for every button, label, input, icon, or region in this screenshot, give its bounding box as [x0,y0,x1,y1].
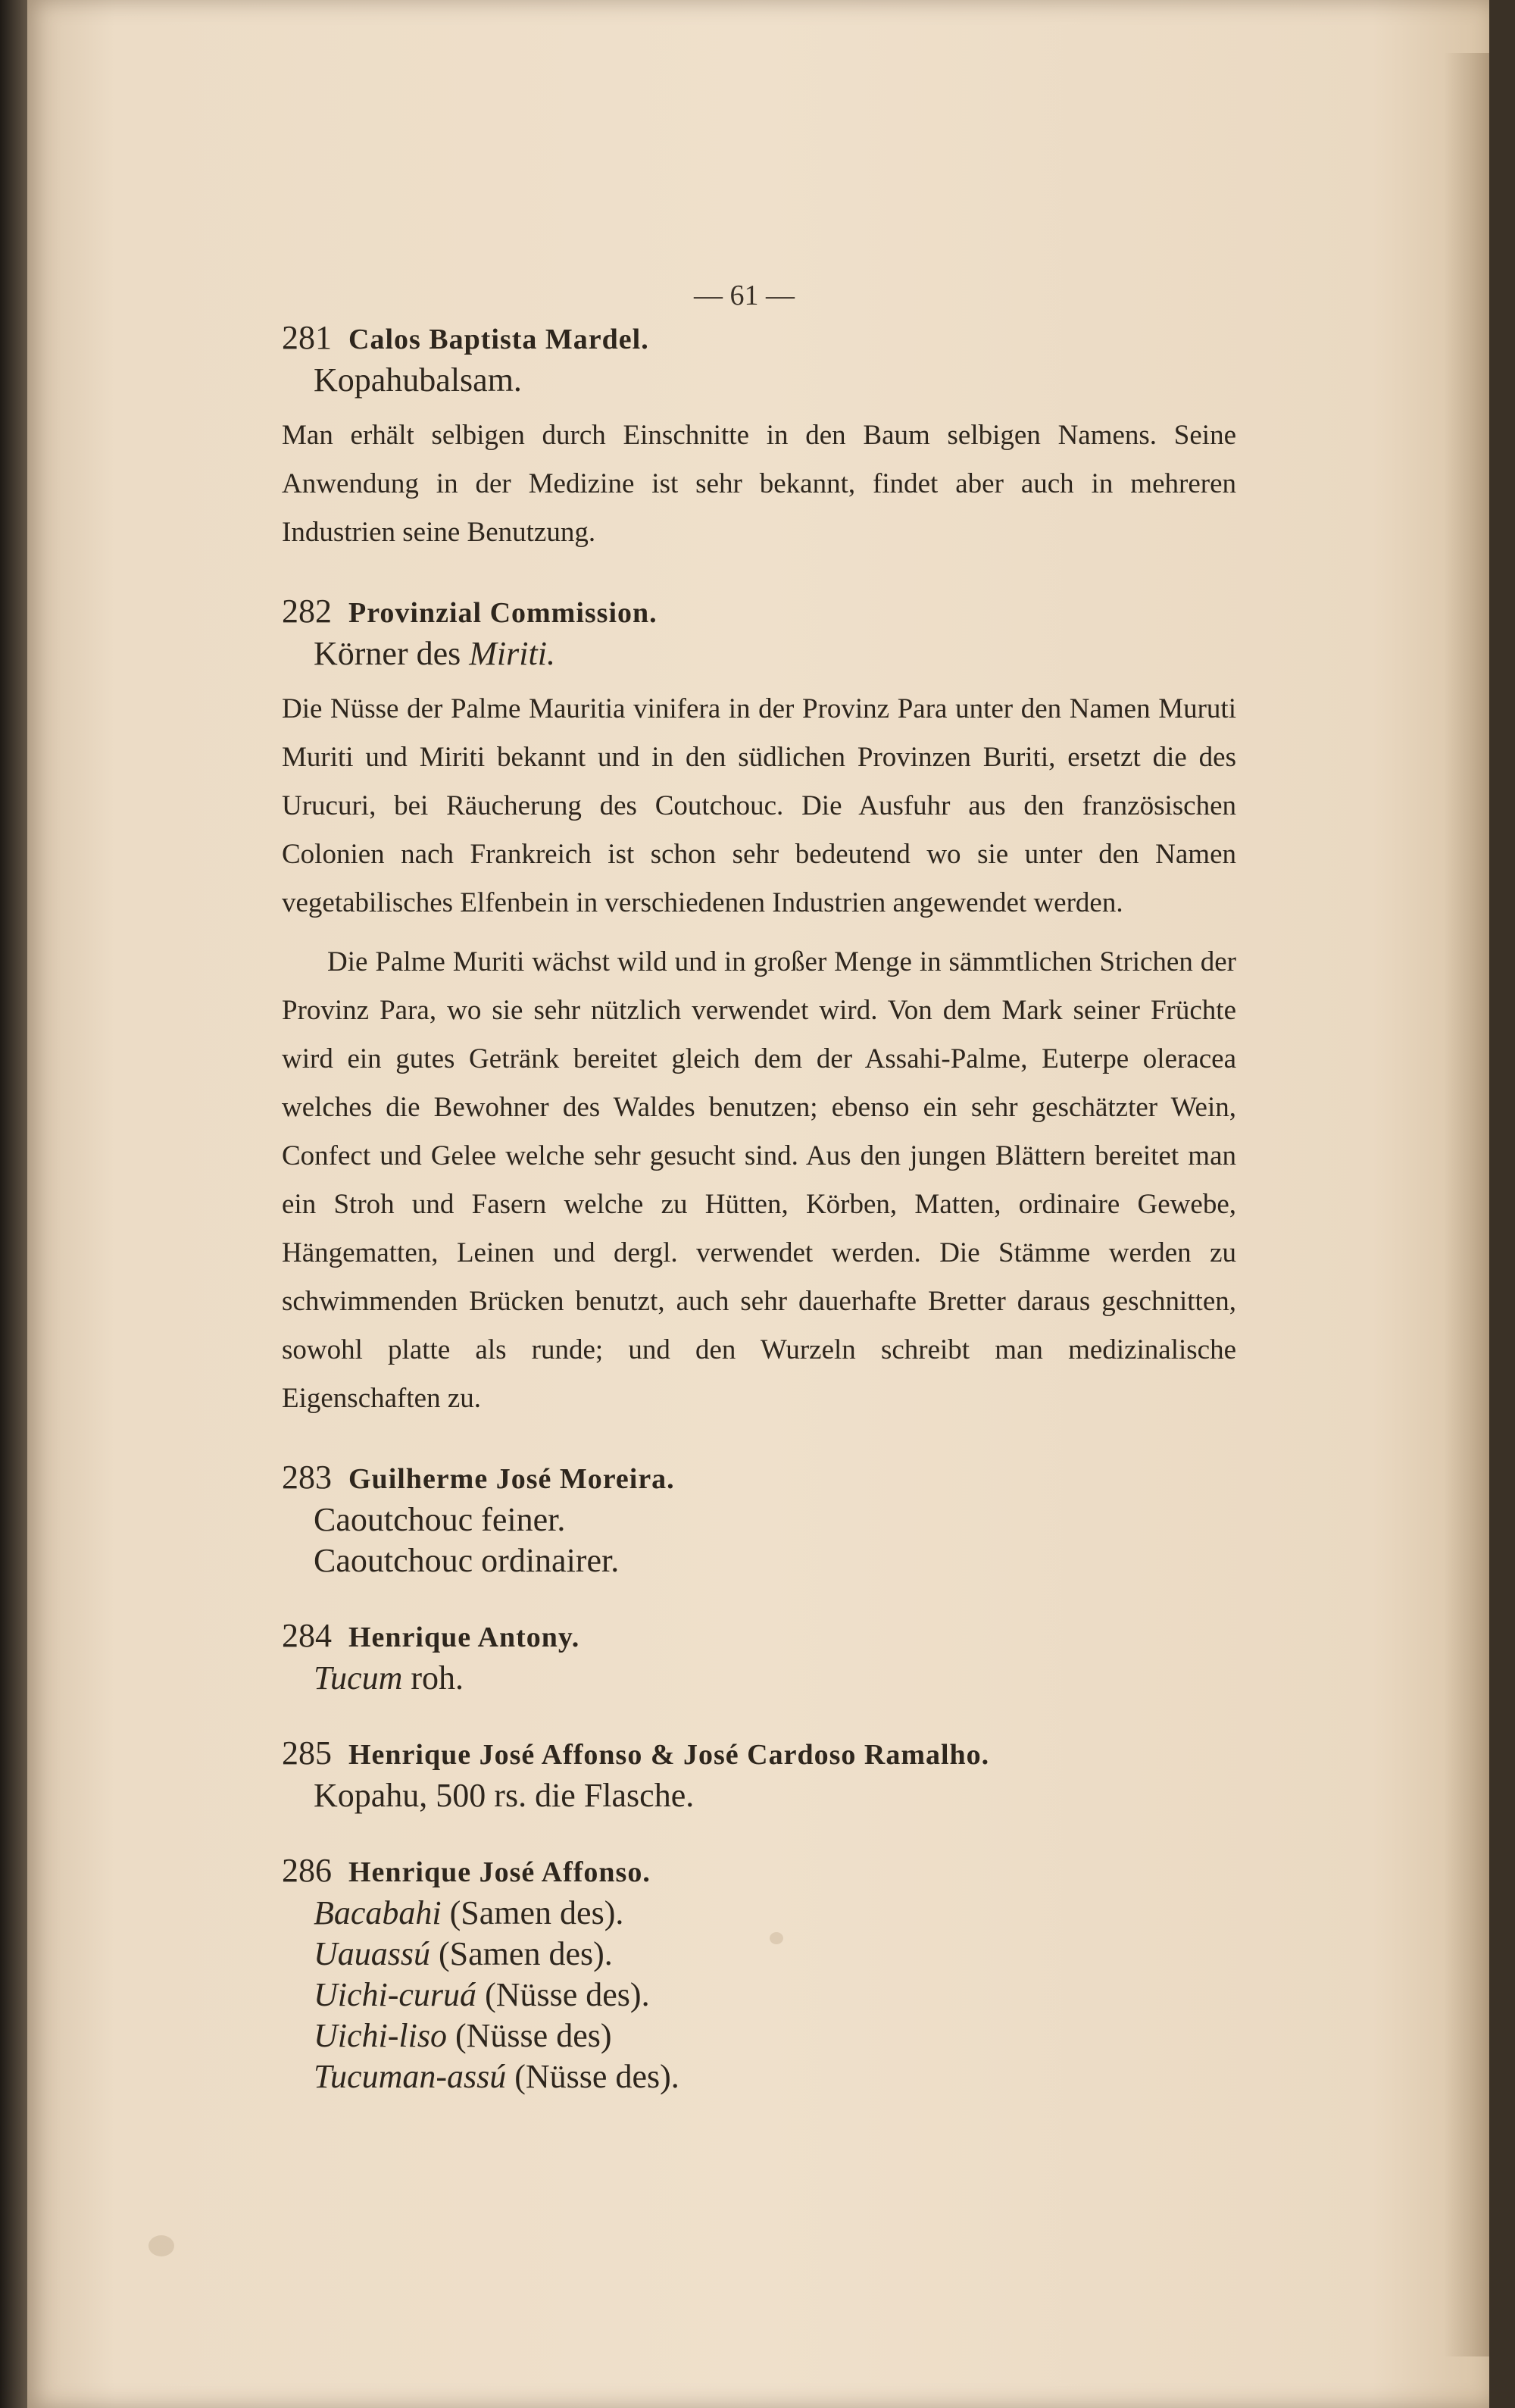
description-paragraph: Man erhält selbigen durch Einschnitte in den Baum selbigen Namens. Seine Anwendung in der Medizine ist sehr bekannt, findet aber auch in mehreren Industrien seine Benutzung. [282,420,1236,548]
entry-heading [282,1458,1236,1496]
entry-heading [282,318,1236,357]
exhibitor-name: Provinzial Commission. [348,597,658,629]
exhibit-item: Kopahu, 500 rs. die Flasche. [314,1777,695,1814]
item-text: (Samen des). [449,1894,624,1931]
item-species: Uichi-liso [314,2017,447,2054]
item-text: (Samen des). [439,1935,613,1972]
exhibit-item [282,2056,1236,2097]
entry-285 [282,1734,1236,1816]
entry-number: 284 [282,1617,332,1654]
item-text: Körner des [314,635,461,672]
entry-number: 283 [282,1459,332,1496]
item-species: Uichi-curuá [314,1976,477,2013]
entry-number: 285 [282,1734,332,1772]
entry-heading [282,1734,1236,1772]
exhibitor-name: Henrique Antony. [348,1621,580,1653]
entry-286 [282,1851,1236,2097]
entry-number: 286 [282,1852,332,1889]
exhibitor-name: Guilherme José Moreira. [348,1463,675,1495]
entry-283 [282,1458,1236,1581]
description-paragraph: Die Nüsse der Palme Mauritia vinifera in der Provinz Para unter den Namen Muruti Muriti und Miriti bekannt und in den südlichen Provinzen Buriti, ersetzt die des Urucuri, bei Räucherung des Coutchouc. Die Ausfuhr aus den französischen Colonien nach Frankreich ist schon sehr bedeutend wo sie unter den Namen vegetabilisches Elfenbein in verschiedenen Industrien angewendet werden. [282,693,1236,918]
catalogue-text [282,318,1236,2132]
item-text: roh. [411,1659,464,1697]
foxing-spot [148,2235,174,2256]
exhibit-item [282,1975,1236,2016]
book-page [27,0,1489,2408]
exhibit-item [282,2016,1236,2056]
entry-heading [282,1851,1236,1890]
item-text: (Nüsse des) [454,2017,612,2054]
exhibit-item [282,1893,1236,1934]
exhibitor-name: Henrique José Affonso. [348,1856,651,1888]
description-paragraph: Die Palme Muriti wächst wild und in großer Menge in sämmtlichen Strichen der Provinz Para, wo sie sehr nützlich verwendet wird. Von dem Mark seiner Früchte wird ein gutes Getränk bereitet gleich dem der Assahi-Palme, Euterpe oleracea welches die Bewohner des Waldes benutzen; ebenso ein sehr geschätzter Wein, Confect und Gelee welche sehr gesucht sind. Aus den jungen Blättern bereitet man ein Stroh und Fasern welche zu Hütten, Körben, Matten, ordinaire Gewebe, Hängematten, Leinen und dergl. verwendet werden. Die Stämme werden zu schwimmenden Brücken benutzt, auch sehr dauerhafte Bretter daraus geschnitten, sowohl platte als runde; und den Wurzeln schreibt man medizinalische Eigenschaften zu. [282,946,1236,1414]
exhibit-item [282,633,1236,674]
exhibit-item: Caoutchouc ordinairer. [314,1542,620,1579]
entry-284 [282,1616,1236,1699]
exhibit-item: Kopahubalsam. [314,361,522,399]
entry-282 [282,592,1236,1423]
exhibitor-name: Calos Baptista Mardel. [348,324,649,355]
facing-page-edge [0,0,30,2408]
entry-281 [282,318,1236,557]
item-species: Uauassú [314,1935,431,1972]
item-species: Miriti. [469,635,555,672]
page-edge-shadow [1444,53,1489,2356]
item-species: Bacabahi [314,1894,442,1931]
entry-heading [282,592,1236,630]
item-species: Tucuman-assú [314,2058,507,2095]
entry-heading [282,1616,1236,1655]
exhibit-item [282,1658,1236,1699]
exhibit-item: Caoutchouc feiner. [314,1501,566,1538]
exhibit-item [282,1934,1236,1975]
entry-number: 282 [282,593,332,630]
entry-number: 281 [282,319,332,356]
item-text: (Nüsse des). [485,1976,650,2013]
exhibitor-name: Henrique José Affonso & José Cardoso Ramalho. [348,1739,990,1771]
item-species: Tucum [314,1659,403,1697]
item-text: (Nüsse des). [514,2058,679,2095]
page-number: — 61 — [694,280,795,311]
